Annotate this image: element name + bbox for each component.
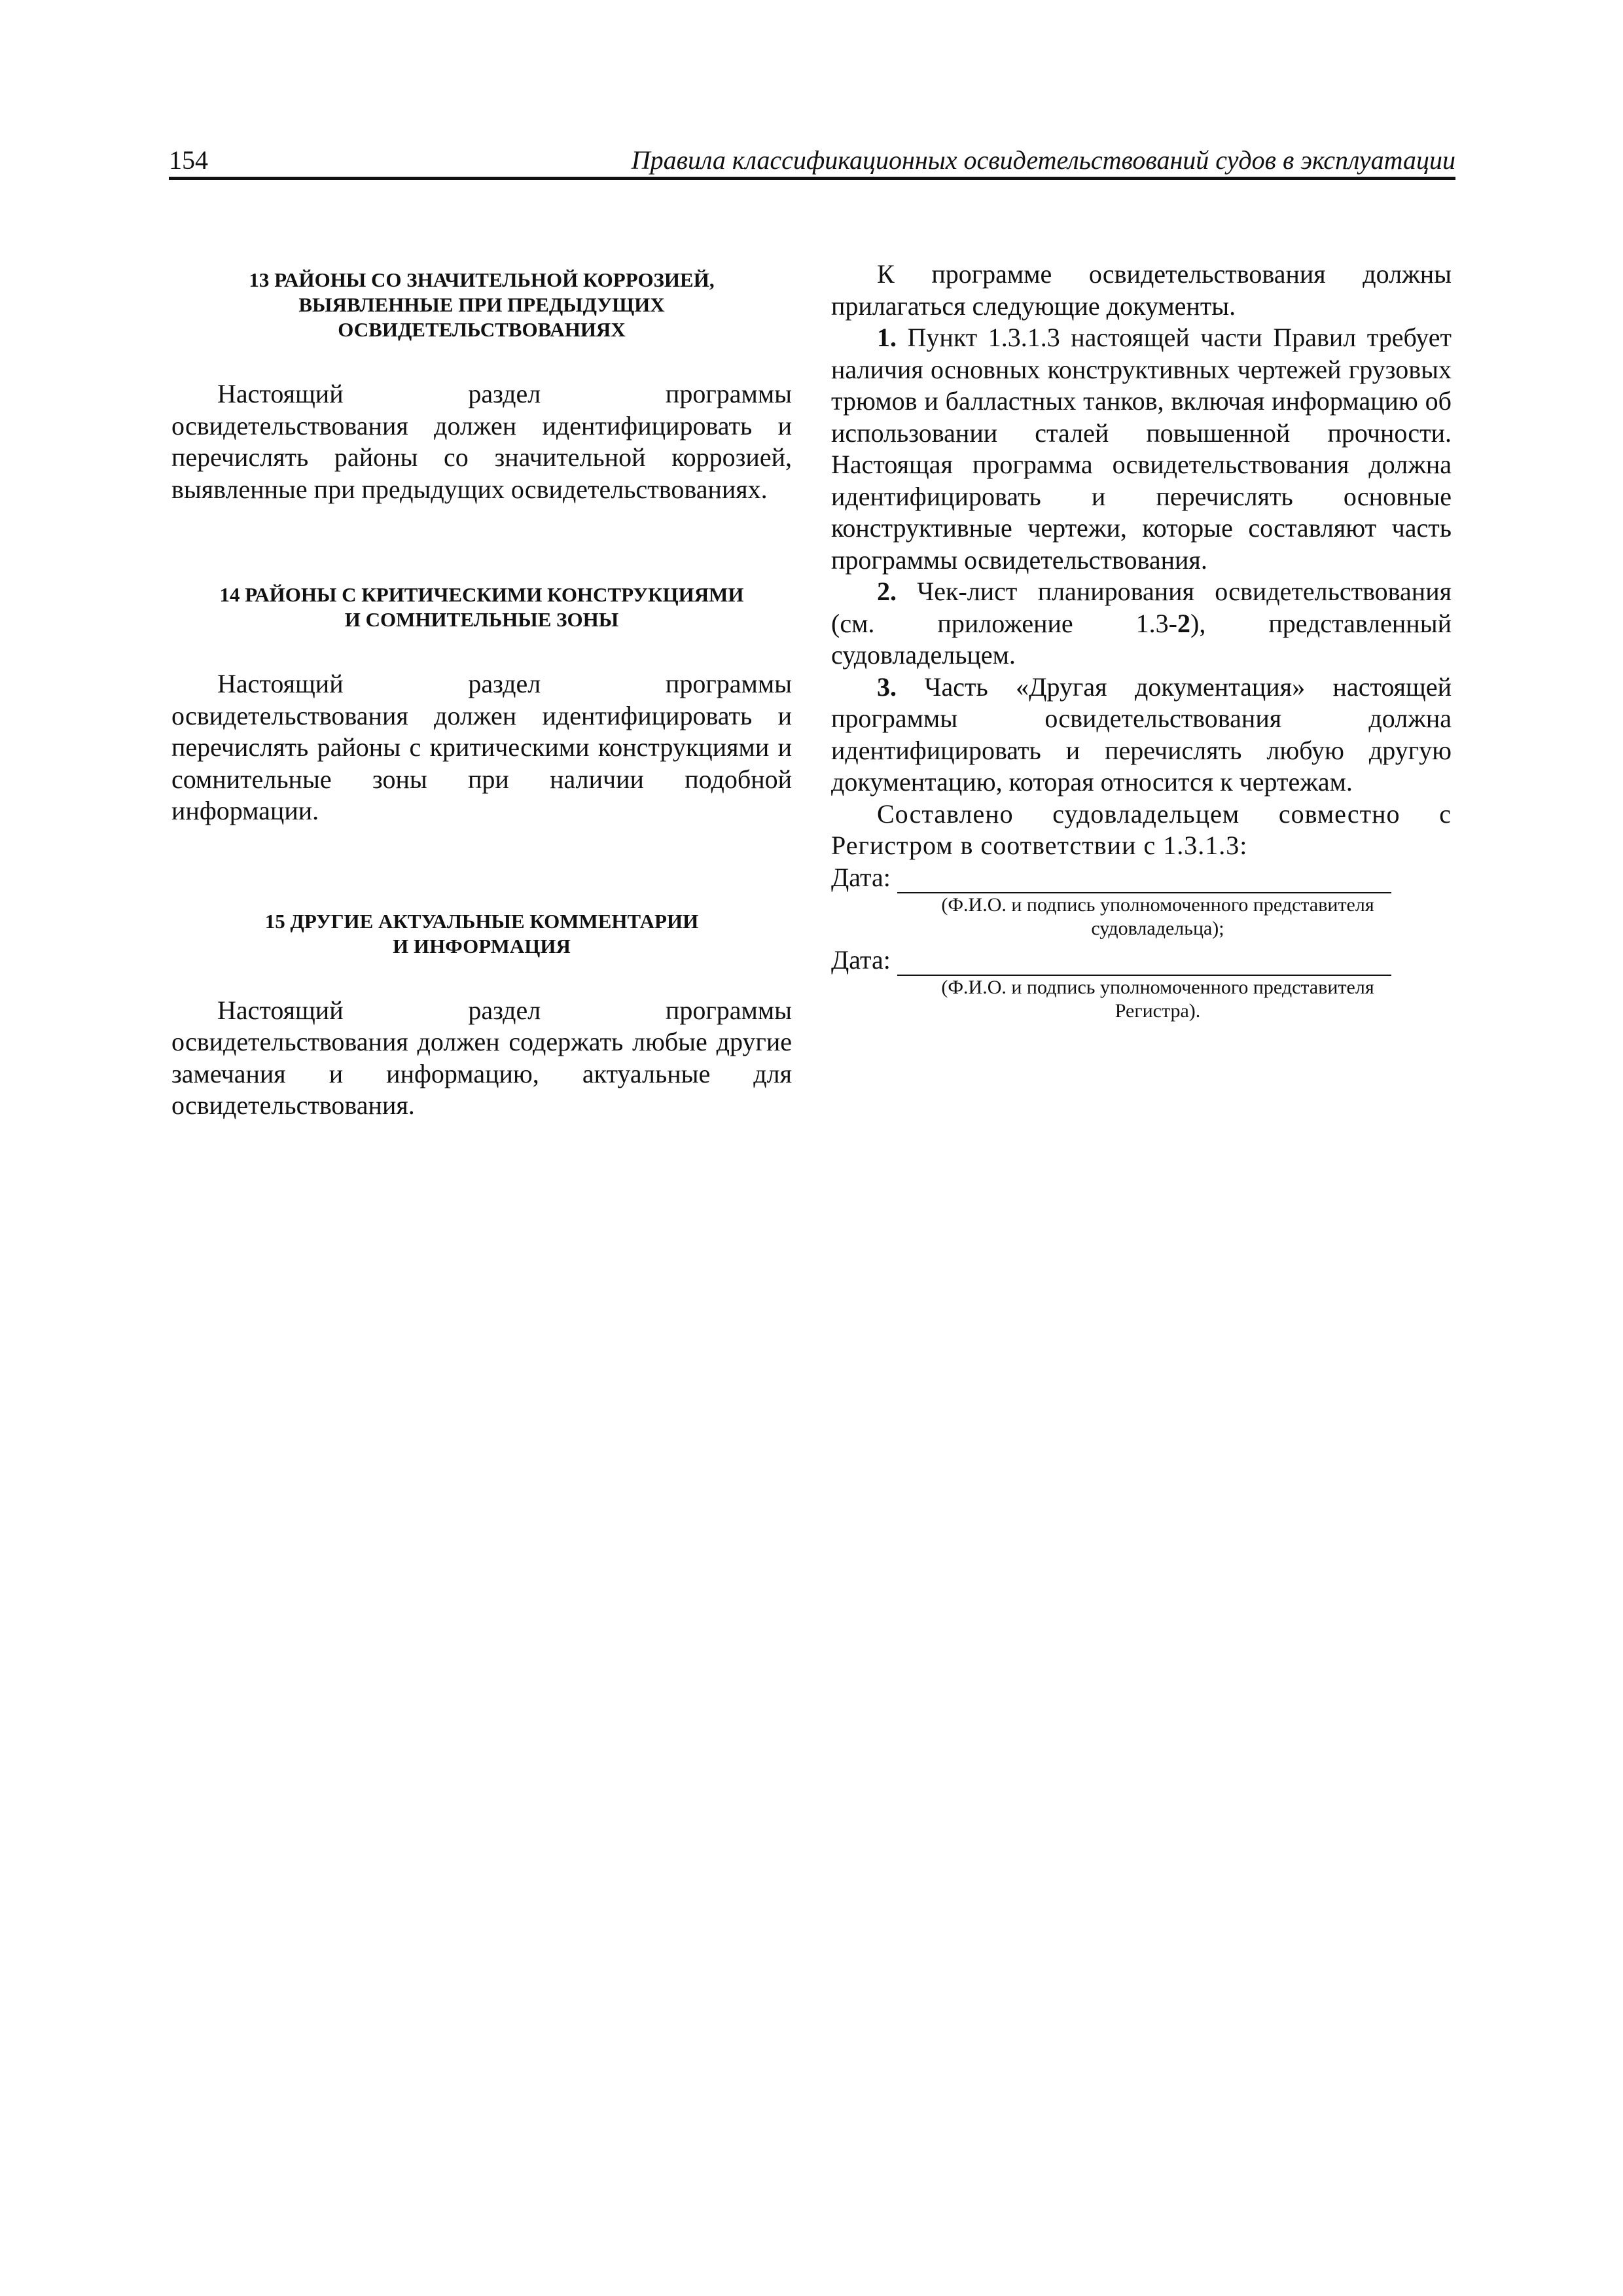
item-number: 1. xyxy=(877,323,897,352)
signature-caption xyxy=(831,976,1452,1023)
caption-line: Регистра). xyxy=(1115,999,1201,1022)
item-2 xyxy=(831,576,1452,672)
compiled-text: Составлено судовладельцем совместно с Регистром в соответствии с 1.3.1.3: xyxy=(831,798,1452,860)
item-number: 2. xyxy=(877,577,897,606)
item-text: Чек-лист планирования освидетельствования (см. приложение 1.3- xyxy=(831,577,1452,638)
section-14-text: Настоящий раздел программы освидетельствования должен идентифицировать и перечислять районы с критическими конструкциями и сомнительные зоны при наличии подобной информации. xyxy=(171,669,792,825)
right-column xyxy=(831,259,1452,1027)
page-header xyxy=(169,140,1455,180)
section-13-heading xyxy=(171,259,792,342)
signature-caption xyxy=(831,893,1452,941)
left-column xyxy=(171,259,792,1122)
heading-line: 13 РАЙОНЫ СО ЗНАЧИТЕЛЬНОЙ КОРРОЗИЕЙ, xyxy=(249,268,715,291)
signature-line-register xyxy=(831,944,1452,976)
heading-line: ВЫЯВЛЕННЫЕ ПРИ ПРЕДЫДУЩИХ xyxy=(298,293,665,316)
signature-line-owner xyxy=(831,862,1452,893)
appendix-ref: 2 xyxy=(1177,608,1190,638)
heading-line: 14 РАЙОНЫ С КРИТИЧЕСКИМИ КОНСТРУКЦИЯМИ xyxy=(219,583,744,606)
caption-line: судовладельца); xyxy=(1091,917,1224,939)
item-1 xyxy=(831,322,1452,576)
caption-line: (Ф.И.О. и подпись уполномоченного представителя xyxy=(941,976,1374,998)
item-text: Пункт 1.3.1.3 настоящей части Правил требует наличия основных конструктивных чертежей грузовых трюмов и балластных танков, включая информацию об использовании сталей повышенной прочности. Настоящая программа освидетельствования должна идентифицировать и перечислять основные конструктивные чертежи, которые составляют часть программы освидетельствования. xyxy=(831,323,1452,575)
signature-field xyxy=(897,866,1391,893)
running-title: Правила классификационных освидетельствований судов в эксплуатации xyxy=(631,145,1455,175)
item-number: 3. xyxy=(877,672,897,702)
intro-text: К программе освидетельствования должны прилагаться следующие документы. xyxy=(831,259,1452,321)
date-label: Дата: xyxy=(831,862,891,892)
item-text: Часть «Другая документация» настоящей программы освидетельствования должна идентифицировать и перечислять любую другую документацию, которая относится к чертежам. xyxy=(831,672,1452,797)
heading-line: И ИНФОРМАЦИЯ xyxy=(393,934,571,958)
section-15-text: Настоящий раздел программы освидетельствования должен содержать любые другие замечания и информацию, актуальные для освидетельствования. xyxy=(171,995,792,1120)
item-text: ), представленный судовладельцем. xyxy=(831,608,1452,670)
section-14-heading xyxy=(171,583,792,632)
section-15-heading xyxy=(171,909,792,959)
heading-line: ОСВИДЕТЕЛЬСТВОВАНИЯХ xyxy=(338,318,626,341)
heading-line: И СОМНИТЕЛЬНЫЕ ЗОНЫ xyxy=(344,608,619,631)
item-3 xyxy=(831,672,1452,798)
caption-line: (Ф.И.О. и подпись уполномоченного представителя xyxy=(941,893,1374,916)
signature-field xyxy=(897,948,1391,976)
heading-line: 15 ДРУГИЕ АКТУАЛЬНЫЕ КОММЕНТАРИИ xyxy=(264,909,699,933)
date-label: Дата: xyxy=(831,944,891,975)
section-13-text: Настоящий раздел программы освидетельствования должен идентифицировать и перечислять районы со значительной коррозией, выявленные при предыдущих освидетельствованиях. xyxy=(171,379,792,504)
page-number: 154 xyxy=(169,145,208,175)
